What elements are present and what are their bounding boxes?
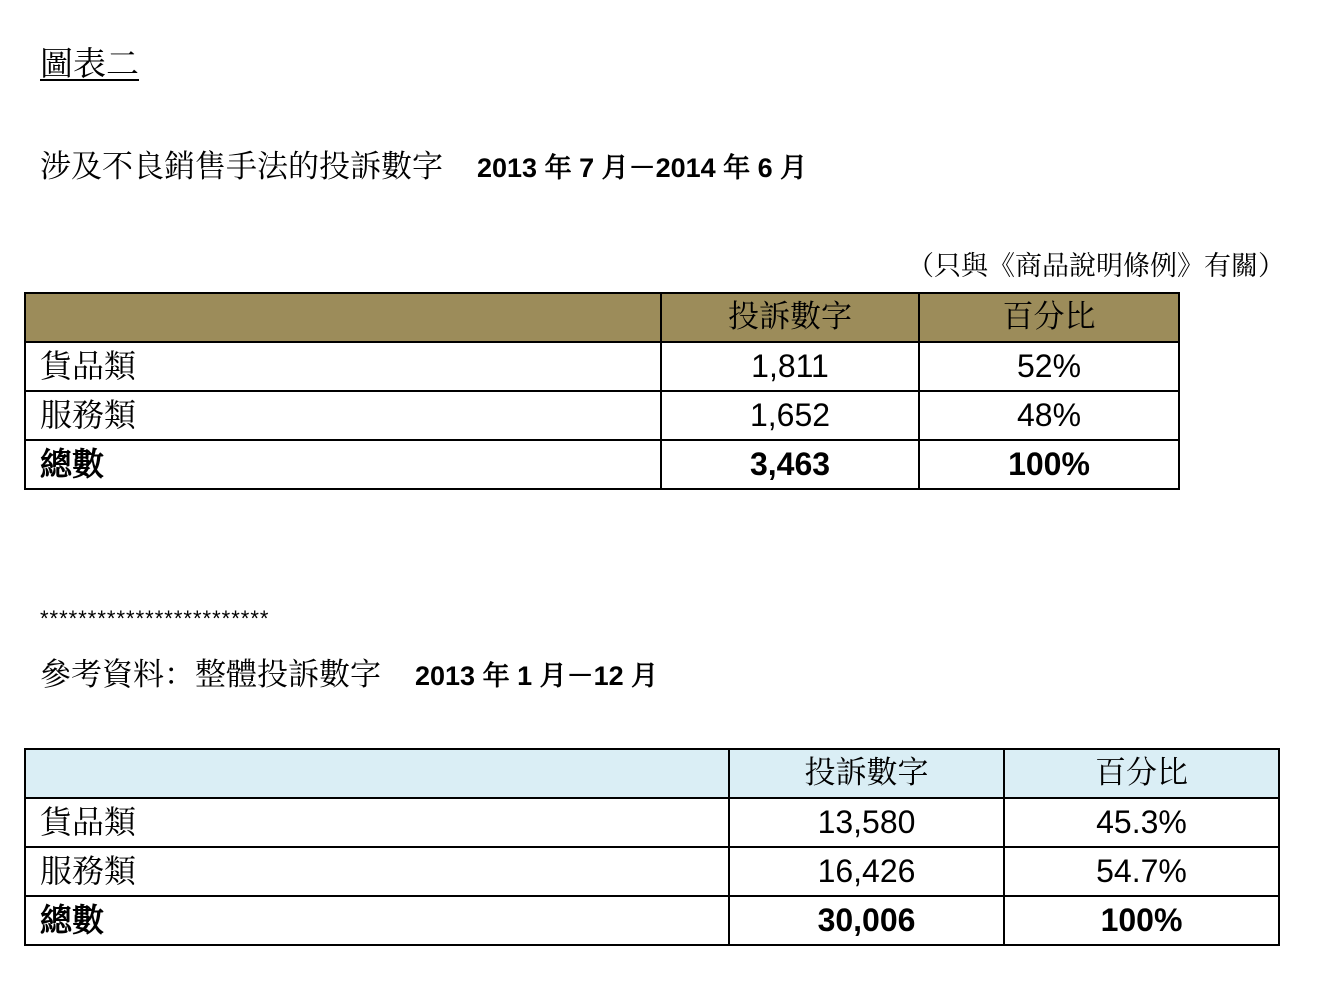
header-blank	[25, 293, 661, 342]
header-count: 投訴數字	[661, 293, 919, 342]
row-count: 30,006	[729, 896, 1004, 945]
row-percent: 52%	[919, 342, 1179, 391]
header-percent: 百分比	[919, 293, 1179, 342]
table-row	[25, 342, 1179, 391]
table-total-row	[25, 896, 1279, 945]
row-percent: 48%	[919, 391, 1179, 440]
row-count: 16,426	[729, 847, 1004, 896]
table-row	[25, 847, 1279, 896]
header-blank	[25, 749, 729, 798]
section2-title: 參考資料：整體投訴數字	[40, 657, 381, 693]
table-total-row	[25, 440, 1179, 489]
section1-period: 2013 年 7 月－2014 年 6 月	[477, 153, 808, 183]
chart-label: 圖表二	[40, 44, 139, 83]
row-label: 服務類	[25, 391, 661, 440]
row-label: 總數	[25, 896, 729, 945]
row-count: 3,463	[661, 440, 919, 489]
row-percent: 54.7%	[1004, 847, 1279, 896]
row-percent: 100%	[919, 440, 1179, 489]
header-percent: 百分比	[1004, 749, 1279, 798]
row-count: 1,652	[661, 391, 919, 440]
complaints-table-overall	[24, 748, 1280, 946]
section1-title: 涉及不良銷售手法的投訴數字	[40, 149, 443, 185]
row-label: 貨品類	[25, 798, 729, 847]
row-label: 服務類	[25, 847, 729, 896]
complaints-table-sales-practices	[24, 292, 1180, 490]
section1-heading	[40, 148, 807, 187]
table-row	[25, 391, 1179, 440]
section1-note: （只與《商品說明條例》有關）	[907, 251, 1285, 282]
table-header-row	[25, 293, 1179, 342]
header-count: 投訴數字	[729, 749, 1004, 798]
row-label: 貨品類	[25, 342, 661, 391]
row-label: 總數	[25, 440, 661, 489]
table-row	[25, 798, 1279, 847]
section2-period: 2013 年 1 月－12 月	[415, 661, 659, 691]
section2-heading	[40, 656, 658, 695]
row-percent: 100%	[1004, 896, 1279, 945]
row-count: 13,580	[729, 798, 1004, 847]
separator-line: ************************	[40, 606, 270, 631]
row-percent: 45.3%	[1004, 798, 1279, 847]
row-count: 1,811	[661, 342, 919, 391]
table-header-row	[25, 749, 1279, 798]
